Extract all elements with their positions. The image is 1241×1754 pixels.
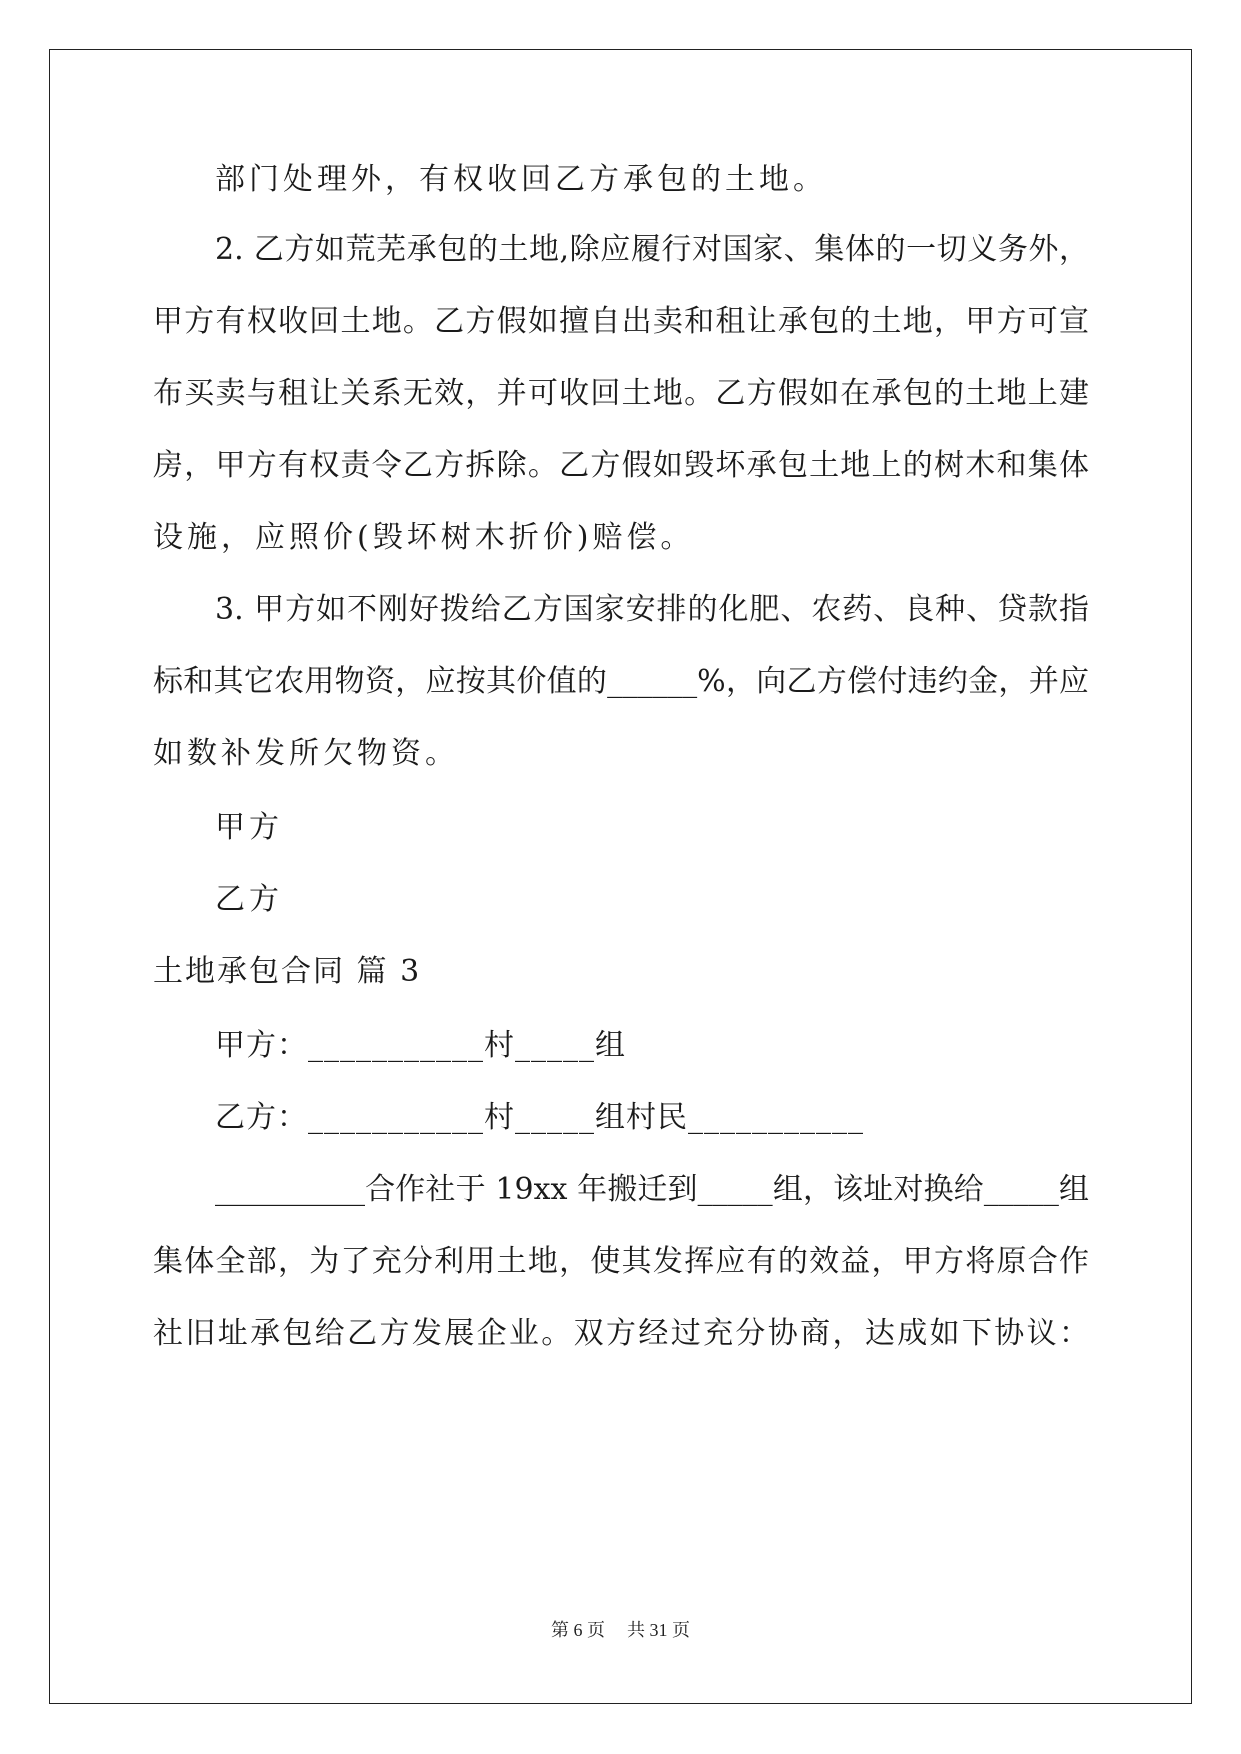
paragraph-line: 部门处理外，有权收回乙方承包的土地。 <box>215 162 827 197</box>
page-footer <box>0 1618 1241 1642</box>
paragraph-line: 设施，应照价(毁坏树木折价)赔偿。 <box>153 520 695 555</box>
paragraph-line: __________合作社于 19xx 年搬迁到_____组，该址对换给_____组 <box>215 1172 1089 1207</box>
paragraph-line: 布买卖与租让关系无效，并可收回土地。乙方假如在承包的土地上建 <box>153 376 1089 411</box>
section-title: 土地承包合同 篇 3 <box>153 954 422 989</box>
page-border <box>49 49 1192 1704</box>
party-b-line: 乙方：___________村_____组村民___________ <box>215 1100 864 1135</box>
paragraph-line: 房，甲方有权责令乙方拆除。乙方假如毁坏承包土地上的树木和集体 <box>153 448 1089 483</box>
paragraph-line: 2. 乙方如荒芜承包的土地,除应履行对国家、集体的一切义务外， <box>215 232 1089 267</box>
signature-party-b: 乙方 <box>215 882 283 917</box>
paragraph-line: 如数补发所欠物资。 <box>153 736 459 771</box>
paragraph-line: 甲方有权收回土地。乙方假如擅自出卖和租让承包的土地，甲方可宣 <box>153 304 1089 339</box>
paragraph-line: 社旧址承包给乙方发展企业。双方经过充分协商，达成如下协议： <box>153 1316 1089 1351</box>
party-a-line: 甲方：___________村_____组 <box>215 1028 626 1063</box>
signature-party-a: 甲方 <box>215 810 283 845</box>
page-number: 第 6 页 <box>551 1620 605 1640</box>
paragraph-line: 3. 甲方如不刚好拨给乙方国家安排的化肥、农药、良种、贷款指 <box>215 592 1089 627</box>
paragraph-line: 标和其它农用物资，应按其价值的______%，向乙方偿付违约金，并应 <box>153 664 1089 699</box>
page-total: 共 31 页 <box>627 1620 690 1640</box>
paragraph-line: 集体全部，为了充分利用土地，使其发挥应有的效益，甲方将原合作 <box>153 1244 1089 1279</box>
